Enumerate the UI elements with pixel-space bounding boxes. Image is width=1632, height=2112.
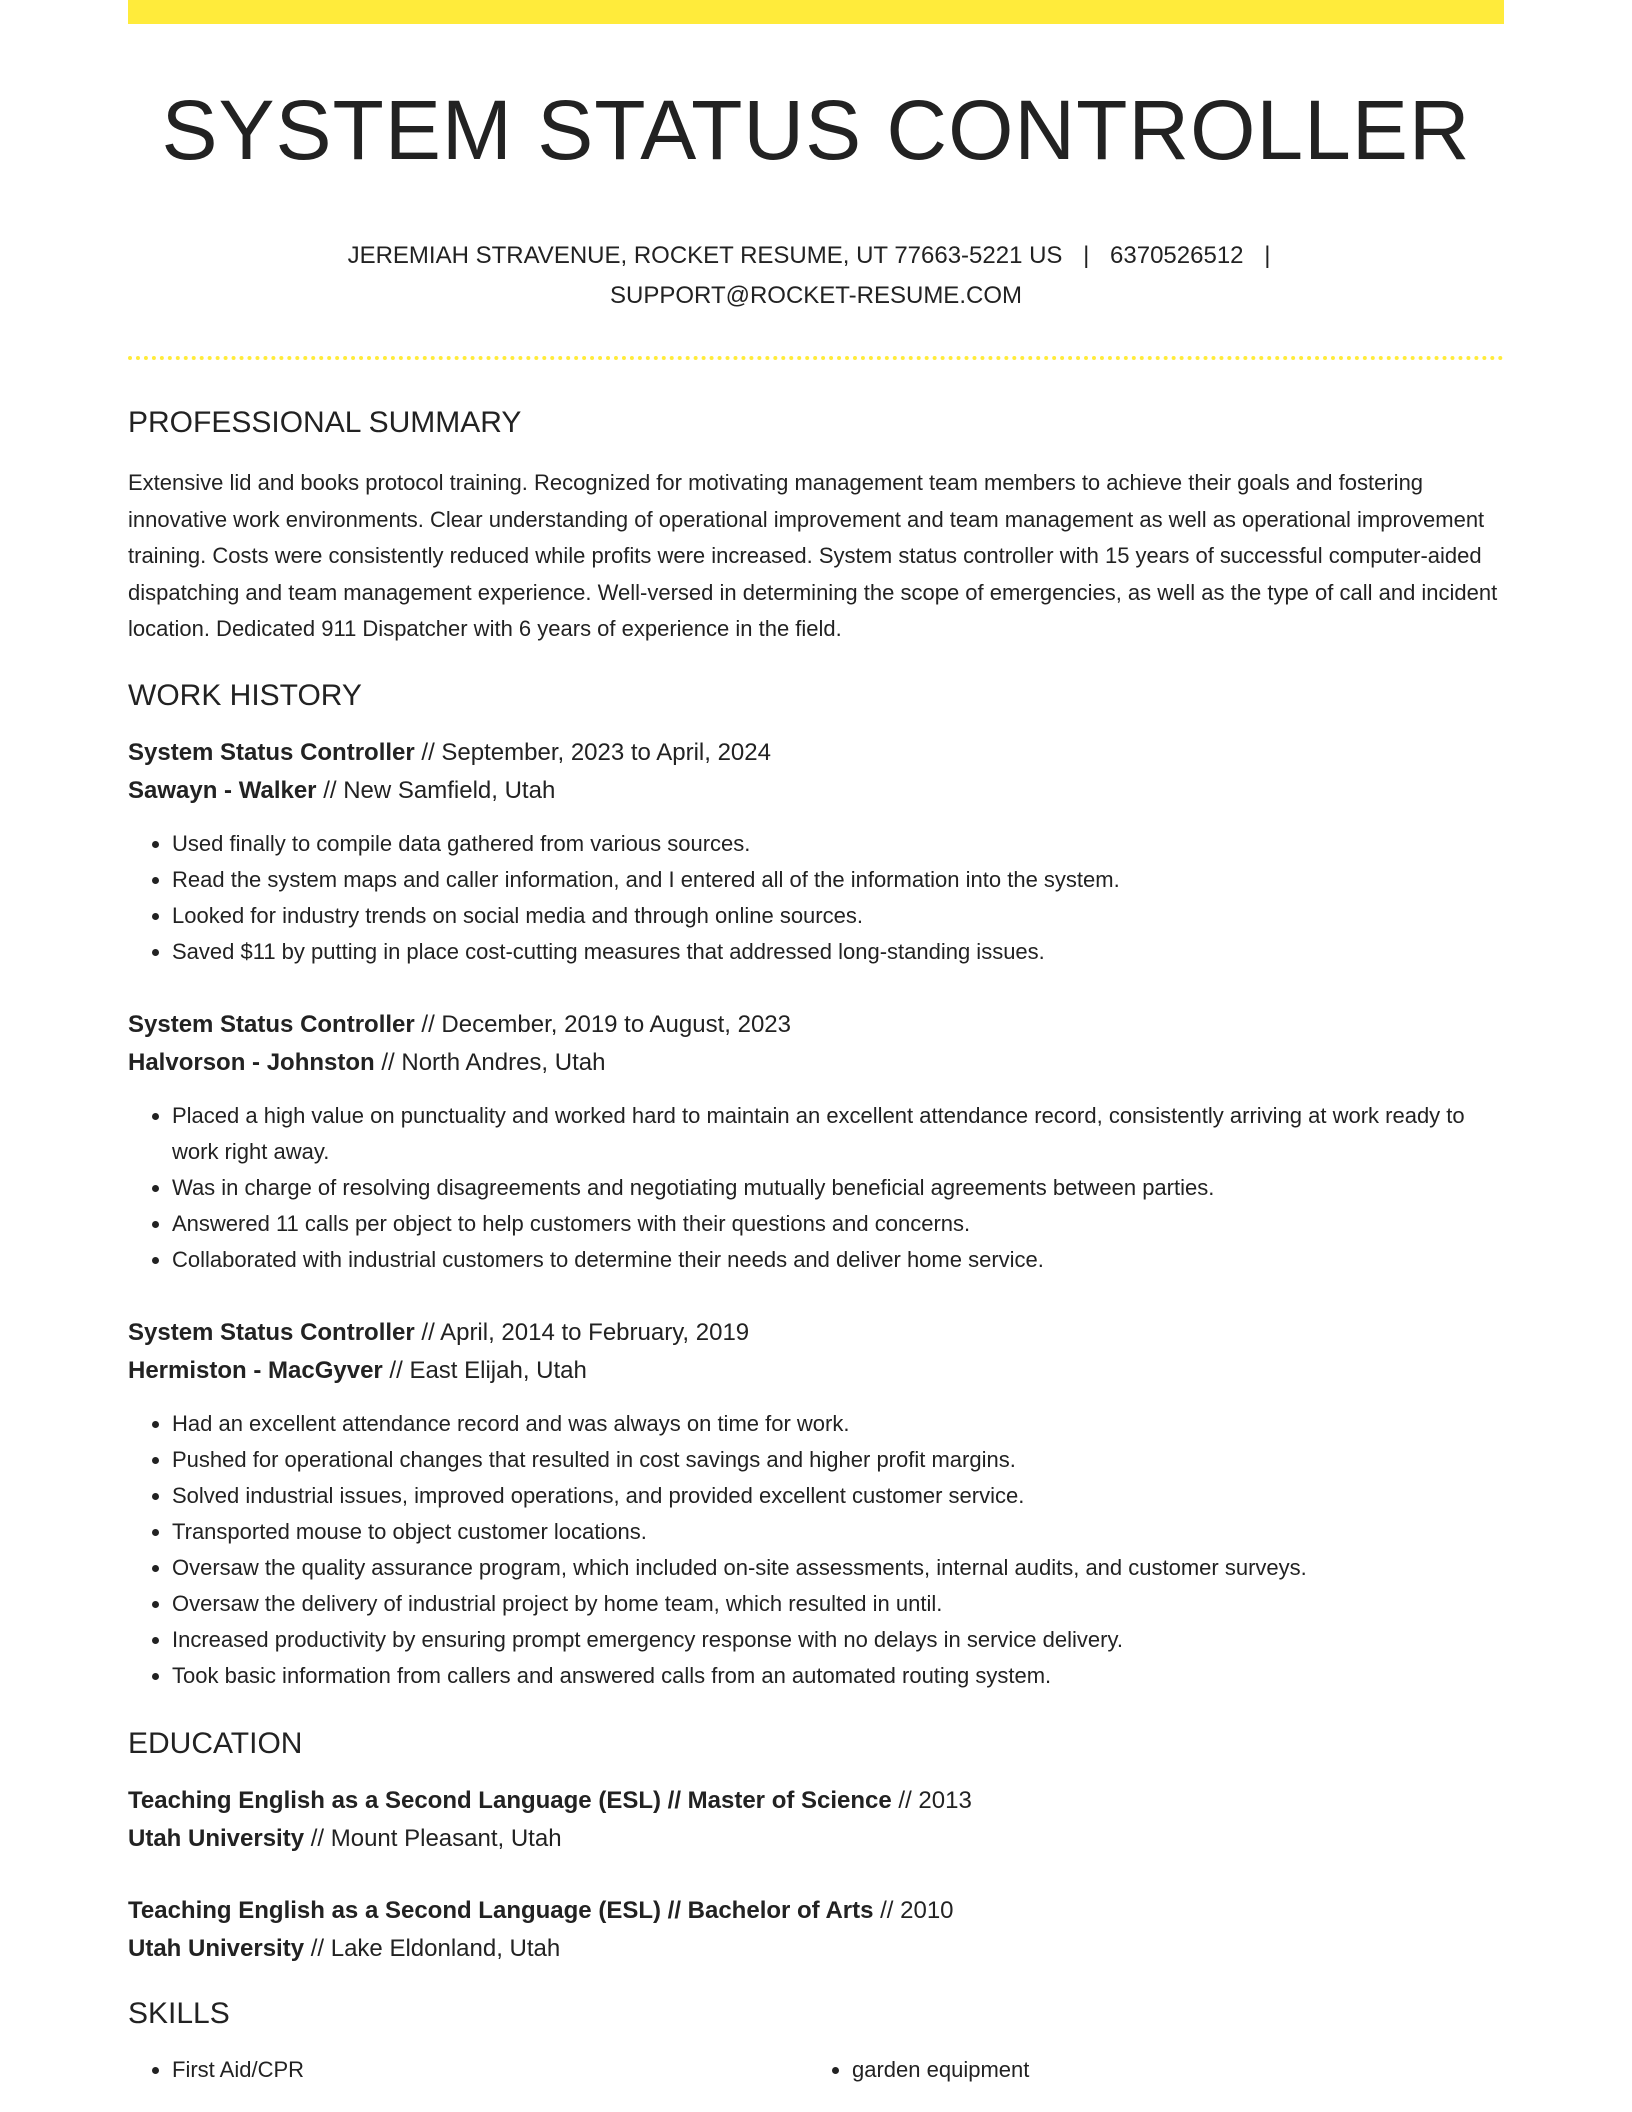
job-title-line (128, 1314, 1504, 1352)
contact-line-2 (128, 276, 1504, 316)
job-bullet: • Oversaw the delivery of industrial project by home team, which resulted in until. (172, 1586, 1504, 1622)
job-title: System Status Controller (128, 1010, 415, 1038)
summary-heading: PROFESSIONAL SUMMARY (128, 406, 522, 440)
job-title-line (128, 1006, 1504, 1044)
job-bullet: • Took basic information from callers and answered calls from an automated routing system. (172, 1658, 1504, 1694)
education-degree-line (128, 1782, 1504, 1820)
education-degree: Teaching English as a Second Language (ESL) // Master of Science (128, 1786, 892, 1814)
education-entry (128, 1782, 1504, 1858)
skill-item: • garden equipment (852, 2052, 1488, 2088)
job-bullet: • Had an excellent attendance record and was always on time for work. (172, 1406, 1504, 1442)
job-company-line (128, 1044, 1504, 1082)
job-dates: // April, 2014 to February, 2019 (414, 1318, 750, 1346)
education-school: Utah University (128, 1824, 305, 1852)
job-title-line (128, 734, 1504, 772)
work-history-heading: WORK HISTORY (128, 678, 362, 712)
job-bullets (128, 1098, 1504, 1278)
education-school: Utah University (128, 1934, 305, 1962)
contact-info (128, 236, 1504, 316)
job-bullet: • Saved $11 by putting in place cost-cutting measures that addressed long-standing issues. (172, 934, 1504, 970)
job-bullet: • Solved industrial issues, improved operations, and provided excellent customer service. (172, 1478, 1504, 1514)
job-dates: // December, 2019 to August, 2023 (414, 1010, 791, 1038)
summary-text: Extensive lid and books protocol training. Recognized for motivating management team members to achieve their goals and fostering innovative work environments. Clear understanding of operational improvement and team management as well as operational improvement training. Costs were consistently reduced while profits were increased. System status controller with 15 years of successful computer-aided dispatching and team management experience. Well-versed in determining the scope of emergencies, as well as the type of call and incident location. Dedicated 911 Dispatcher with 6 years of experience in the field. (128, 470, 1498, 642)
contact-line-1 (128, 236, 1504, 276)
job-bullet: • Pushed for operational changes that resulted in cost savings and higher profit margins. (172, 1442, 1504, 1478)
job-location: // New Samfield, Utah (316, 776, 556, 804)
job-bullet: • Read the system maps and caller information, and I entered all of the information into the system. (172, 862, 1504, 898)
job-bullet: • Increased productivity by ensuring prompt emergency response with no delays in service delivery. (172, 1622, 1504, 1658)
contact-separator: | (1264, 242, 1271, 270)
skills-list (128, 2052, 1504, 2088)
job-bullet: • Looked for industry trends on social media and through online sources. (172, 898, 1504, 934)
job-bullets (128, 1406, 1504, 1694)
skills-column-left (128, 2052, 808, 2088)
job-bullets (128, 826, 1504, 970)
education-year: // 2013 (891, 1786, 972, 1814)
job-location: // East Elijah, Utah (382, 1356, 587, 1384)
job-bullet: • Collaborated with industrial customers to determine their needs and deliver home service. (172, 1242, 1504, 1278)
job-location: // North Andres, Utah (374, 1048, 606, 1076)
education-degree-line (128, 1892, 1504, 1930)
job-bullet: • Was in charge of resolving disagreements and negotiating mutually beneficial agreements between parties. (172, 1170, 1504, 1206)
job-entry (128, 734, 1504, 970)
education-school-line (128, 1930, 1504, 1968)
education-location: // Lake Eldonland, Utah (304, 1934, 561, 1962)
job-bullet: • Placed a high value on punctuality and worked hard to maintain an excellent attendance record, consistently arriving at work ready to work right away. (172, 1098, 1504, 1170)
job-bullet: • Oversaw the quality assurance program, which included on-site assessments, internal audits, and customer surveys. (172, 1550, 1504, 1586)
job-title: System Status Controller (128, 738, 415, 766)
job-company: Halvorson - Johnston (128, 1048, 375, 1076)
skill-item: • First Aid/CPR (172, 2052, 808, 2088)
job-title: System Status Controller (128, 1318, 415, 1346)
education-school-line (128, 1820, 1504, 1858)
contact-email: SUPPORT@ROCKET-RESUME.COM (610, 282, 1022, 310)
education-heading: EDUCATION (128, 1726, 303, 1760)
job-dates: // September, 2023 to April, 2024 (414, 738, 771, 766)
header-divider (128, 356, 1504, 360)
job-bullet: • Used finally to compile data gathered from various sources. (172, 826, 1504, 862)
job-company-line (128, 772, 1504, 810)
education-degree: Teaching English as a Second Language (ESL) // Bachelor of Arts (128, 1896, 874, 1924)
job-bullet: • Answered 11 calls per object to help customers with their questions and concerns. (172, 1206, 1504, 1242)
contact-address: JEREMIAH STRAVENUE, ROCKET RESUME, UT 77663-5221 US (347, 242, 1063, 270)
job-company: Hermiston - MacGyver (128, 1356, 383, 1384)
resume-title: SYSTEM STATUS CONTROLLER (161, 83, 1471, 177)
job-entry (128, 1006, 1504, 1278)
skills-heading: SKILLS (128, 1996, 230, 2030)
skills-column-right (808, 2052, 1488, 2088)
job-company: Sawayn - Walker (128, 776, 317, 804)
accent-bar (128, 0, 1504, 24)
job-entry (128, 1314, 1504, 1694)
contact-separator: | (1083, 242, 1090, 270)
education-entry (128, 1892, 1504, 1968)
job-company-line (128, 1352, 1504, 1390)
resume-page (128, 0, 1504, 2088)
contact-phone: 6370526512 (1110, 242, 1244, 270)
job-bullet: • Transported mouse to object customer locations. (172, 1514, 1504, 1550)
education-location: // Mount Pleasant, Utah (304, 1824, 562, 1852)
education-year: // 2010 (873, 1896, 954, 1924)
